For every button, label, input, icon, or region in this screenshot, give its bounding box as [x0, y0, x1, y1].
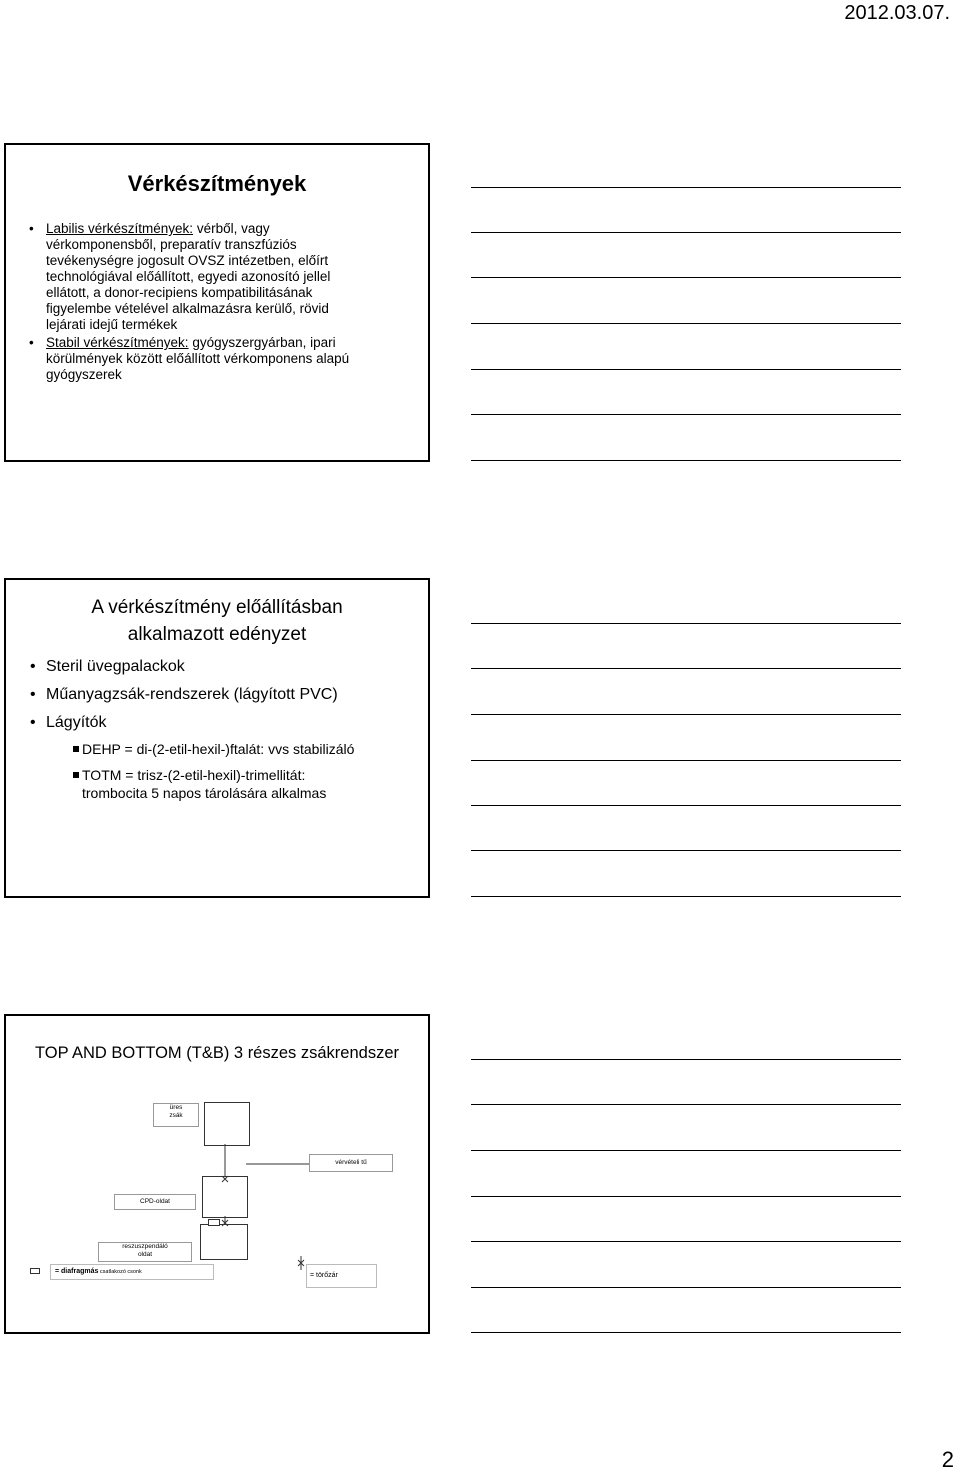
slide1-title: Vérkészítmények — [127, 171, 307, 196]
square-bullet-icon — [73, 746, 79, 752]
bullet-dot: • — [29, 221, 34, 236]
slide-verkeszitmenyek — [4, 143, 430, 462]
tube-lines-svg — [6, 1016, 432, 1336]
slide-top-and-bottom — [4, 1014, 430, 1334]
label-cpd-oldat: CPD-oldat — [114, 1194, 196, 1210]
slide3-title: TOP AND BOTTOM (T&B) 3 részes zsákrendszer — [34, 1044, 399, 1062]
slide-edenyzet — [4, 578, 430, 898]
slide2-bullet-1: • Steril üvegpalackok — [30, 658, 185, 675]
labilis-term: Labilis vérkészítmények: — [46, 221, 194, 236]
diaphragm-connector-icon — [30, 1268, 40, 1274]
legend-torozar: = törőzár — [306, 1264, 377, 1288]
header-date: 2012.03.07. — [844, 2, 950, 24]
slide2-bullet-3: • Lágyítók — [30, 714, 107, 731]
square-bullet-icon — [73, 772, 79, 778]
slide2-sub-dehp: DEHP = di-(2-etil-hexil-)ftalát: vvs stabilizáló — [82, 740, 354, 758]
slide2-bullet-2: • Műanyagzsák-rendszerek (lágyított PVC) — [30, 686, 338, 703]
stabil-term: Stabil vérkészítmények: — [46, 335, 189, 350]
label-vervételi-tu: vérvételi tű — [309, 1154, 393, 1172]
slide2-sub-totm: TOTM = trisz-(2-etil-hexil)-trimellitát: trombocita 5 napos tárolására alkalmas — [82, 766, 326, 802]
slide2-title: A vérkészítmény előállításban alkalmazott edényzet — [91, 597, 343, 645]
slide1-bullet-stabil: • Stabil vérkészítmények: gyógyszergyárban, ipari körülmények között előállított vérkomponens alapú gyógyszerek — [29, 335, 350, 382]
slide1-bullet-labilis: • Labilis vérkészítmények: vérből, vagy vérkomponensből, preparatív transzfúziós tevékenységre jogosult OVSZ intézetben, előírt technológiával előállított, egyedi azonosító jellel ellátott, a donor-recipiens kompatibilitásának figyelembe vételével alkalmazásra kerülő, rövid lejárati idejű termékek — [29, 221, 331, 332]
label-reszuszpendalo-oldat: reszuszpendáló oldat — [98, 1242, 192, 1262]
page-number: 2 — [941, 1447, 954, 1472]
legend-diafragmas-csonk: = diafragmás csatlakozó csonk — [50, 1264, 214, 1280]
label-ures-zsak: üres zsák — [153, 1103, 199, 1127]
bullet-dot: • — [29, 335, 34, 350]
